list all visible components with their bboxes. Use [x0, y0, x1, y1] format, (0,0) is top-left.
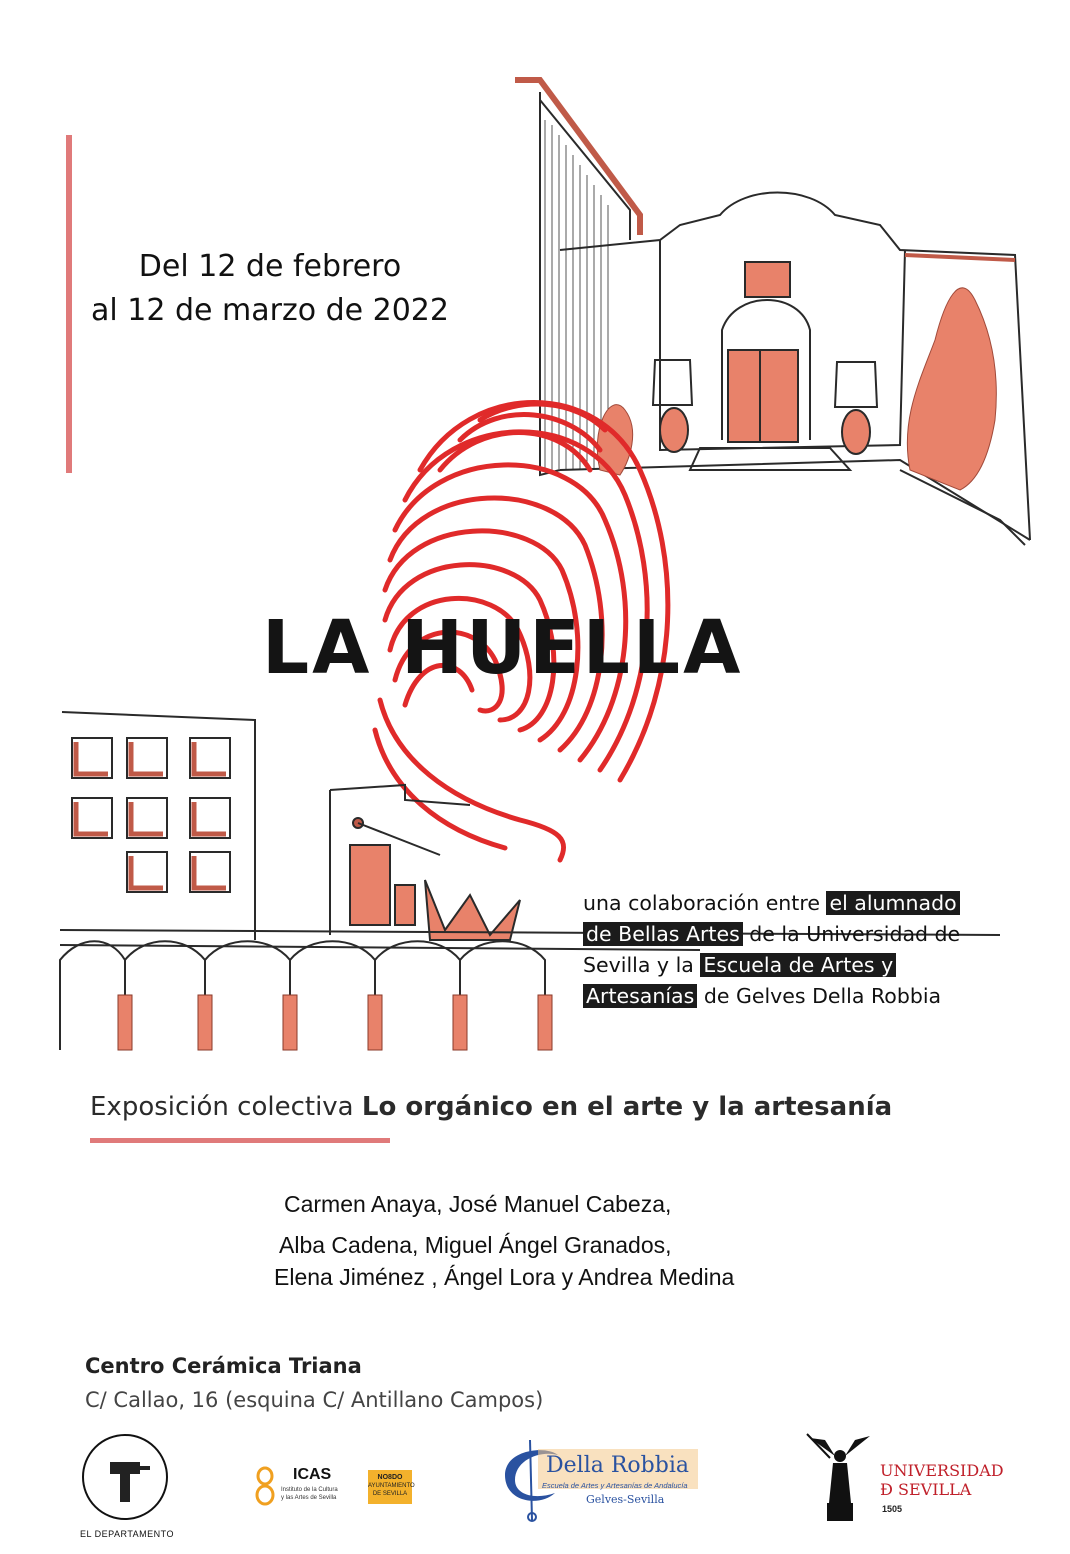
venue-name: Centro Cerámica Triana — [85, 1354, 362, 1378]
della-robbia-place: Gelves-Sevilla — [586, 1493, 665, 1506]
icas-name: ICAS — [293, 1466, 332, 1483]
universidad-year: 1505 — [882, 1504, 903, 1514]
exhibition-title — [90, 1092, 892, 1122]
drill-icon — [80, 1432, 170, 1522]
universidad-line-1: UNIVERSIDAD — [880, 1461, 1004, 1480]
collab-line3a: Sevilla y la — [583, 953, 694, 977]
badge-ayuntamiento: AYUNTAMIENTO — [368, 1483, 415, 1489]
collab-highlight-3: Escuela de Artes y — [700, 953, 896, 977]
universidad-line-2: Ɖ SEVILLA — [880, 1480, 972, 1499]
main-title: LA HUELLA — [262, 605, 744, 691]
arcade-illustration — [60, 941, 552, 1050]
badge-sevilla: DE SEVILLA — [372, 1491, 408, 1497]
el-departamento-logo — [80, 1432, 175, 1542]
collab-line4b: de Gelves Della Robbia — [703, 984, 942, 1008]
icas-logo — [255, 1462, 425, 1512]
date-line-1: Del 12 de febrero — [138, 249, 402, 284]
exhibition-name: Lo orgánico en el arte y la artesanía — [361, 1092, 893, 1122]
icas-subtitle-2: y las Artes de Sevilla — [281, 1495, 337, 1501]
della-robbia-logo — [500, 1435, 710, 1530]
venue-address: C/ Callao, 16 (esquina C/ Antillano Campos) — [85, 1388, 544, 1412]
icas-subtitle-1: Instituto de la Cultura — [281, 1487, 338, 1493]
angel-emblem-icon — [805, 1428, 875, 1528]
universidad-sevilla-logo — [805, 1428, 1005, 1538]
artists-line-2: Alba Cadena, Miguel Ángel Granados, — [279, 1232, 672, 1258]
icas-subtitle — [281, 1486, 371, 1502]
collab-highlight-2: de Bellas Artes — [583, 922, 743, 946]
collab-highlight-4: Artesanías — [583, 984, 697, 1008]
ayuntamiento-badge — [368, 1470, 415, 1504]
exhibition-underline — [90, 1138, 390, 1143]
artists-line-1: Carmen Anaya, José Manuel Cabeza, — [284, 1191, 672, 1217]
collab-line1a: una colaboración entre — [583, 891, 820, 915]
badge-no8do: NO8DO — [377, 1474, 403, 1481]
della-robbia-subtitle: Escuela de Artes y Artesanías de Andalucía — [542, 1481, 688, 1490]
collaboration-text — [583, 888, 1023, 1012]
el-departamento-label: EL DEPARTAMENTO — [80, 1529, 175, 1539]
artists-line-3: Elena Jiménez , Ángel Lora y Andrea Medina — [274, 1264, 735, 1290]
icas-eight-icon — [255, 1466, 275, 1506]
exhibition-prefix: Exposición colectiva — [90, 1092, 354, 1122]
collab-line2b: de la Universidad de — [749, 922, 961, 946]
universidad-name — [880, 1461, 1004, 1499]
collab-highlight-1: el alumnado — [826, 891, 959, 915]
della-robbia-name: Della Robbia — [546, 1453, 689, 1478]
date-line-2: al 12 de marzo de 2022 — [91, 293, 449, 328]
